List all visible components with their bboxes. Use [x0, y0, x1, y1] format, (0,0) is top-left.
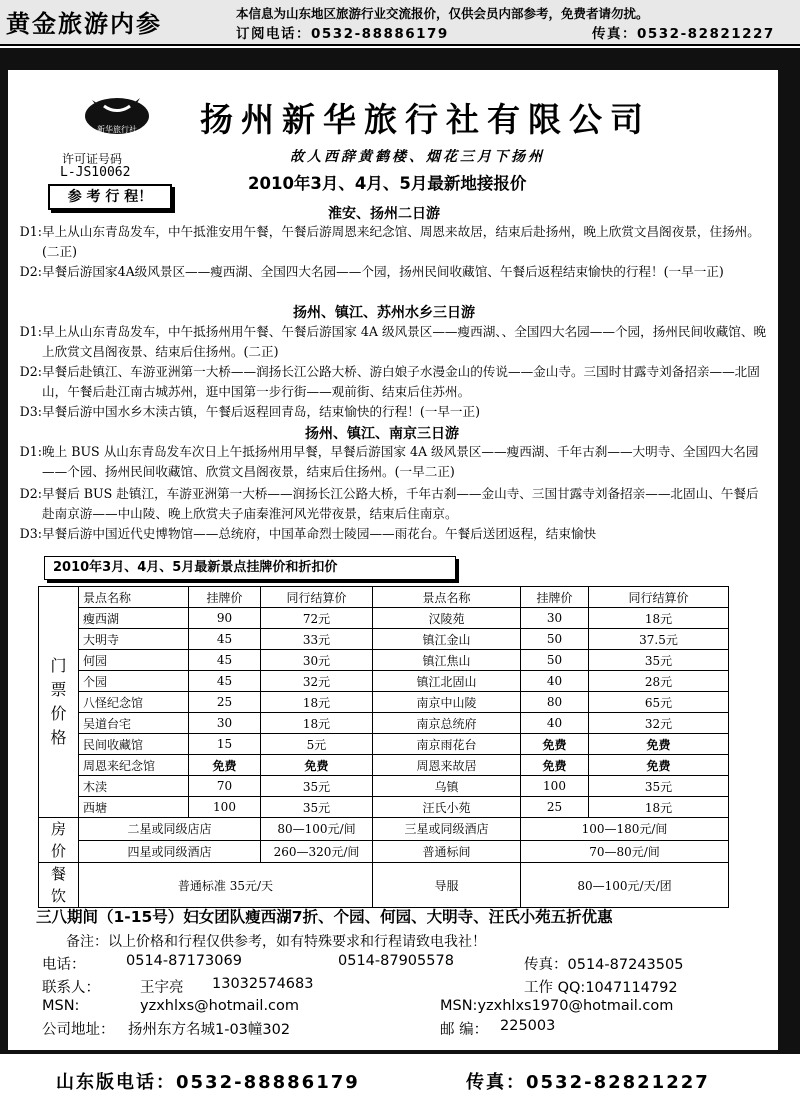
license-number: L-JS10062 — [60, 165, 131, 180]
table-row: 八怪纪念馆 25 18元 南京中山陵 80 65元 — [39, 692, 729, 713]
address-label: 公司地址： — [42, 1022, 115, 1038]
route-title: 扬州、镇江、南京三日游 — [305, 426, 459, 442]
price-table-title: 2010年3月、4月、5月最新景点挂牌价和折扣价 — [44, 556, 456, 580]
day-label: D1: — [19, 224, 42, 239]
remark: 备注：以上价格和行程仅供参考，如有特殊要求和行程请致电我社！ — [66, 934, 486, 950]
phone-2: 0514-87905578 — [338, 953, 454, 969]
room-row: 房 价 二星或同级店店 80—100元/间 三星或同级酒店 100—180元/间 — [39, 818, 729, 841]
day-text: 早餐后游中国近代史博物馆——总统府，中国革命烈士陵园——雨花台。午餐后送团返程，结束愉快 — [42, 526, 597, 541]
brand-title: 黄金旅游内参 — [6, 10, 162, 38]
womens-day-promotion: 三八期间（1-15号）妇女团队瘦西湖7折、个园、何园、大明寺、汪氏小苑五折优惠 — [36, 908, 613, 926]
room-price-label: 房 价 — [39, 818, 79, 863]
contact-person-label: 联系人： — [42, 980, 100, 996]
route-title: 扬州、镇江、苏州水乡三日游 — [293, 305, 475, 321]
table-row: 瘦西湖 90 72元 汉陵苑 30 18元 — [39, 608, 729, 629]
msn-label: MSN: — [42, 998, 80, 1014]
table-row: 个园 45 32元 镇江北固山 40 28元 — [39, 671, 729, 692]
itinerary-day — [19, 402, 770, 422]
table-row: 周恩来纪念馆 免费 免费 周恩来故居 免费 免费 — [39, 755, 729, 776]
table-row: 吴道台宅 30 18元 南京总统府 40 32元 — [39, 713, 729, 734]
itinerary-day — [19, 222, 770, 262]
logo-caption: 新华旅行社 — [97, 125, 137, 134]
itinerary-day — [19, 484, 770, 524]
agency-fax: 传真：0514-87243505 — [524, 957, 684, 973]
day-text: 早餐后游中国水乡木渎古镇，午餐后返程回青岛，结束愉快的行程！(一早一正) — [42, 404, 481, 419]
company-address: 扬州东方名城1-03幢302 — [128, 1022, 291, 1038]
shandong-edition-phone: 山东版电话：0532-88886179 — [56, 1072, 360, 1093]
phone-1: 0514-87173069 — [126, 953, 242, 969]
company-name: 扬州新华旅行社有限公司 — [200, 100, 651, 139]
column-header: 景点名称 — [79, 587, 189, 608]
company-logo — [82, 92, 152, 138]
shandong-edition-fax: 传真：0532-82821227 — [466, 1072, 710, 1093]
day-label: D3: — [19, 404, 42, 419]
column-header: 挂牌价 — [189, 587, 261, 608]
msn-2: MSN:yzxhlxs1970@hotmail.com — [440, 998, 674, 1014]
table-header-row — [39, 587, 729, 608]
column-header: 同行结算价 — [589, 587, 729, 608]
day-label: D3: — [19, 526, 42, 541]
member-notice: 本信息为山东地区旅游行业交流报价，仅供会员内部参考，免费者请勿扰。 — [236, 6, 649, 21]
quote-heading: 2010年3月、4月、5月最新地接报价 — [248, 174, 527, 193]
day-label: D1: — [19, 444, 42, 459]
subscription-phone: 订阅电话：0532-88886179 — [236, 26, 449, 42]
itinerary-day — [19, 322, 770, 362]
itinerary-day — [19, 362, 770, 402]
day-text: 早餐后赴镇江、车游亚洲第一大桥——润扬长江公路大桥、游白娘子水漫金山的传说——金山寺。三国时甘露寺刘备招亲——北固山，午餐后赴江南古城苏州，逛中国第一步行街——观前街、结束后住苏州。 — [42, 364, 760, 399]
route-title: 淮安、扬州二日游 — [328, 206, 440, 222]
day-text: 晚上 BUS 从山东青岛发车次日上午抵扬州用早餐，早餐后游国家 4A 级风景区——瘦西湖、千年古刹——大明寺、全国四大名园——个园、扬州民间收藏馆、欣赏文昌阁夜景，结束后住扬州。(一早二正) — [42, 444, 759, 479]
msn-1: yzxhlxs@hotmail.com — [140, 998, 300, 1014]
meal-row: 餐 饮 普通标准 35元/天 导服 80—100元/天/团 — [39, 863, 729, 908]
table-row: 木渎 70 35元 乌镇 100 35元 — [39, 776, 729, 797]
day-label: D2: — [19, 364, 42, 379]
table-row: 大明寺 45 33元 镇江金山 50 37.5元 — [39, 629, 729, 650]
ticket-price-label: 门 票 价 格 — [39, 587, 79, 818]
day-text: 早上从山东青岛发车，中午抵扬州用午餐、午餐后游国家 4A 级风景区——瘦西湖、、全国四大名园——个园，扬州民间收藏馆、晚上欣赏文昌阁夜景、结束后住扬州。(二正) — [42, 324, 767, 359]
phone-label: 电话： — [42, 957, 86, 973]
day-text: 早上从山东青岛发车，中午抵淮安用午餐，午餐后游周恩来纪念馆、周恩来故居，结束后赴扬州，晚上欣赏文昌阁夜景，住扬州。(二正) — [42, 224, 760, 259]
reference-itinerary-label: 参 考 行 程！ — [48, 184, 172, 210]
price-table — [38, 586, 729, 908]
work-qq: 工作 QQ:1047114792 — [524, 980, 678, 996]
table-row: 西塘 100 35元 汪氏小苑 25 18元 — [39, 797, 729, 818]
mobile-number: 13032574683 — [212, 976, 314, 992]
room-row: 四星或同级酒店 260—320元/间 普通标间 70—80元/间 — [39, 840, 729, 863]
day-text: 早餐后 BUS 赴镇江，车游亚洲第一大桥——润扬长江公路大桥，千年古刹——金山寺、三国甘露寺刘备招亲——北固山、午餐后赴南京游——中山陵、晚上欣赏夫子庙秦淮河风光带夜景，结束后住南京。 — [42, 486, 759, 521]
subscription-fax: 传真：0532-82821227 — [592, 26, 775, 42]
table-row: 民间收藏馆 15 5元 南京雨花台 免费 免费 — [39, 734, 729, 755]
column-header: 景点名称 — [373, 587, 521, 608]
itinerary-day — [19, 442, 770, 482]
contact-person: 王宇亮 — [140, 980, 184, 996]
column-header: 同行结算价 — [261, 587, 373, 608]
bird-logo-icon — [82, 92, 152, 138]
meal-label: 餐 饮 — [39, 863, 79, 908]
column-header: 挂牌价 — [521, 587, 589, 608]
table-row: 何园 45 30元 镇江焦山 50 35元 — [39, 650, 729, 671]
day-label: D2: — [19, 264, 42, 279]
slogan: 故人西辞黄鹤楼、烟花三月下扬州 — [290, 149, 545, 165]
license-label: 许可证号码 — [62, 152, 123, 166]
day-text: 早餐后游国家4A级风景区——瘦西湖、全国四大名园——个园，扬州民间收藏馆、午餐后返程结束愉快的行程！(一早一正) — [42, 264, 724, 279]
day-label: D1: — [19, 324, 42, 339]
itinerary-day — [19, 524, 770, 544]
postcode: 225003 — [500, 1018, 556, 1034]
itinerary-day — [19, 262, 770, 282]
day-label: D2: — [19, 486, 42, 501]
postcode-label: 邮 编： — [440, 1022, 489, 1038]
